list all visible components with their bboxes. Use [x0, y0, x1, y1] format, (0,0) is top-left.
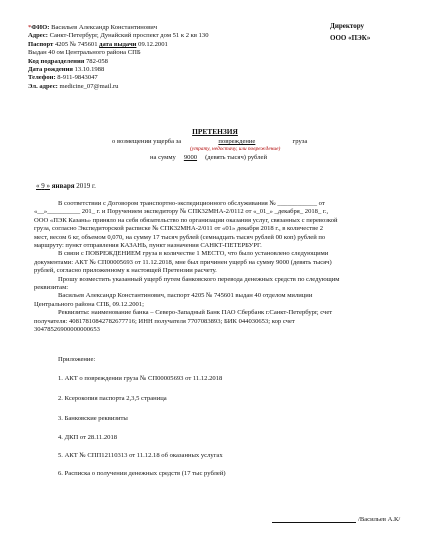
sum-line: на сумму 9000 (девять тысяч) рублей: [150, 154, 267, 161]
attachment-item: 3. Банковские реквизиты: [58, 415, 128, 422]
sender-issued-by: Выдан 40 ом Центрального района СПБ: [28, 49, 141, 57]
sender-email-line: Эл. адрес: medicine_07@mail.ru: [28, 82, 119, 90]
sender-fio-line: *ФИО: Васильев Александр Константинович: [28, 24, 158, 31]
sender-dept-code: 782-058: [86, 57, 108, 65]
attachment-item: 1. АКТ о повреждении груза № СП00005693 от 11.12.2018: [58, 375, 223, 382]
sender-phone-line: Телефон: 8-911-9843047: [28, 74, 98, 82]
sender-dept-line: Код подразделения 782-058: [28, 57, 108, 65]
sender-address-line: Адрес: Санкт-Петербург, Дунайский проспект дом 51 к 2 кв 130: [28, 32, 209, 40]
signature-line: [272, 522, 356, 523]
attachment-item: 2. Ксерокопия паспорта 2,3,5 страница: [58, 395, 167, 402]
subtitle-line: о возмещении ущерба за повреждение груза: [112, 138, 308, 145]
recipient-company: ООО «ПЭК»: [330, 33, 371, 42]
attachments-heading: Приложение:: [58, 356, 96, 363]
sender-birth-date: 13.10.1988: [74, 66, 105, 74]
document-date: « 9 » января 2019 г.: [36, 182, 96, 190]
sender-phone: 8-911-9843047: [57, 74, 98, 82]
body-text: В соответствии с Договором транспортно-экспедиционного обслуживания № ____________ от «__»__________ 201_ г. и Поручением экспедитору № СПК32МНА-2/0112 от «_01_» _декабря_ 2018_ г., ООО «ПЭК Казань» приняло на себя обязательство по организации оказания услуг, связанных с перевозкой груза, согласно Экспедиторской расписке № СПК32МНА-2/011 от «01» декабря 2018 г., в количестве 2 мест, весом 6 кг, объемом 0,070, на сумму 17 тысяч рублей (семнадцать тысяч рублей 00 коп) рублей по маршруту: пункт отправления КАЗАНЬ, пункт назначения САНКТ-ПЕТЕРБУРГ. В связи с ПОВРЕЖДЕНИЕМ груза в количестве 1 МЕСТО, что было установлено следующими документами: АКТ № СП00005693 от 11.12.2018, мне был причинен ущерб на сумму 9000 (девять тысяч) рублей, согласно приложенному к настоящей Претензии расчету. Прошу возместить указанный ущерб путем банковского перевода денежных средств по следующим реквизитам: Васильев Александр Константинович, паспорт 4205 № 745601 выдан 40 отделом милиции Центрального района СПБ, 09.12.2001; Реквизиты: наименование банка – Северо-Западный Банк ПАО Сбербанк г.Санкт-Петербург, счет получателя: 40817810842782677716; ИНН получателя 7707083893; БИК 044030653; кор счет 30478526900000000653: [34, 200, 340, 334]
sender-birth-line: Дата рождения 13.10.1988: [28, 66, 105, 74]
damage-hint: (утрату, недостачу, или повреждение): [190, 146, 281, 152]
recipient-block: [330, 22, 370, 42]
date-month: января: [51, 182, 75, 190]
sender-passport-line: Паспорт 4205 № 745601 дата выдачи 09.12.2001: [28, 40, 168, 48]
sender-fio: Васильев Александр Константинович: [51, 24, 158, 31]
sender-passport-date: 09.12.2001: [138, 40, 168, 48]
sender-address: Санкт-Петербург, Дунайский проспект дом 51 к 2 кв 130: [49, 32, 209, 40]
damage-type: повреждение: [218, 138, 256, 145]
document-title: ПРЕТЕНЗИЯ: [192, 127, 238, 136]
attachment-item: 4. ДКП от 28.11.2018: [58, 434, 118, 441]
attachment-item: 5. АКТ № СПП12110313 от 11.12.18 об оказанных услугах: [58, 452, 223, 459]
attachment-item: 6. Расписка о получении денежных средств (17 тыс рублей): [58, 470, 226, 477]
signature-name: /Васильев А.К/: [358, 516, 401, 523]
date-day: 9: [41, 182, 45, 190]
sum-value: 9000: [183, 154, 198, 161]
sender-email: medicine_07@mail.ru: [59, 82, 119, 90]
date-year: 2019 г.: [76, 182, 96, 190]
recipient-title: Директору: [330, 22, 365, 30]
sender-block: [28, 24, 308, 91]
sender-passport-number: 4205 № 745601: [54, 40, 98, 48]
